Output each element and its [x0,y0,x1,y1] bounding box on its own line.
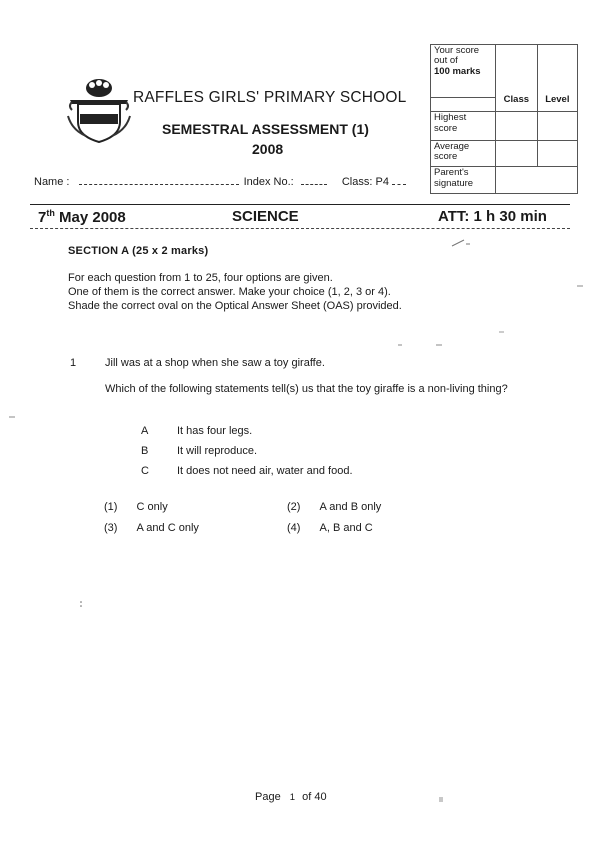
level-col-label: Level [545,94,570,105]
option-number: (3) [104,522,118,534]
parent-signature-label: Parent's signature [431,167,496,194]
class-column-header [496,45,538,112]
page-footer [255,791,327,803]
class-col-label: Class [503,94,530,105]
school-crest-icon [66,76,132,146]
instruction-line: One of them is the correct answer. Make your choice (1, 2, 3 or 4). [68,286,391,298]
highest-class-cell[interactable] [496,112,538,141]
exam-subject: SCIENCE [232,208,299,225]
answer-option-4[interactable] [287,522,373,534]
option-number: (1) [104,501,118,513]
option-number: (4) [287,522,301,534]
parent-signature-cell[interactable] [496,167,578,194]
assessment-year: 2008 [252,141,284,157]
class-blank[interactable] [392,174,406,185]
scan-speck [450,238,472,248]
scan-speck [396,343,446,347]
instruction-line: Shade the correct oval on the Optical Answer Sheet (OAS) provided. [68,300,402,312]
average-class-cell[interactable] [496,140,538,167]
score-entry-cell[interactable] [431,98,496,112]
exam-duration: ATT: 1 h 30 min [438,208,547,225]
scan-speck [576,284,584,288]
date-day: 7 [38,209,47,226]
marks-label: 100 marks [434,65,481,77]
average-level-cell[interactable] [537,140,577,167]
index-label: Index No.: [243,176,294,188]
score-box [430,44,578,194]
statement-text: It has four legs. [177,425,253,437]
your-score-cell [431,45,496,98]
scan-speck [78,600,84,608]
scan-speck [8,415,18,419]
page-total: of 40 [302,791,327,803]
question-number: 1 [70,357,77,369]
answer-option-1[interactable] [104,501,168,513]
option-text: C only [136,501,168,513]
average-score-label: Average score [431,140,496,167]
scan-speck [498,330,506,334]
banner-bottom-rule [30,228,570,229]
answer-option-3[interactable] [104,522,199,534]
page-label: Page [255,791,281,803]
answer-option-2[interactable] [287,501,381,513]
statement-text: It will reproduce. [177,445,258,457]
option-text: A and B only [319,501,382,513]
statement-letter: A [141,425,149,437]
level-column-header [537,45,577,112]
highest-score-label: Highest score [431,112,496,141]
section-instructions [68,271,402,313]
banner-top-rule [30,204,570,205]
date-suffix: th [46,208,55,218]
statement-letter: B [141,445,149,457]
statement-text: It does not need air, water and food. [177,465,353,477]
name-index-class-row [34,174,406,188]
class-label: Class: P4 [341,176,389,188]
exam-date [38,208,126,226]
statement-letter: C [141,465,149,477]
question-text: Jill was at a shop when she saw a toy giraffe. [105,357,325,369]
question-prompt: Which of the following statements tell(s) us that the toy giraffe is a non-living thing? [105,383,508,395]
index-blank[interactable] [301,174,327,185]
name-blank[interactable] [79,174,239,185]
section-title: SECTION A (25 x 2 marks) [68,245,209,257]
scan-speck [438,796,444,804]
page-number: 1 [289,792,296,803]
school-name: RAFFLES GIRLS' PRIMARY SCHOOL [133,89,407,106]
option-text: A, B and C [319,522,373,534]
name-label: Name : [34,176,70,188]
highest-level-cell[interactable] [537,112,577,141]
option-number: (2) [287,501,301,513]
assessment-title: SEMESTRAL ASSESSMENT (1) [162,121,369,137]
instruction-line: For each question from 1 to 25, four options are given. [68,272,333,284]
option-text: A and C only [136,522,199,534]
date-rest: May 2008 [54,209,126,226]
your-score-label: Your score out of [434,45,480,67]
